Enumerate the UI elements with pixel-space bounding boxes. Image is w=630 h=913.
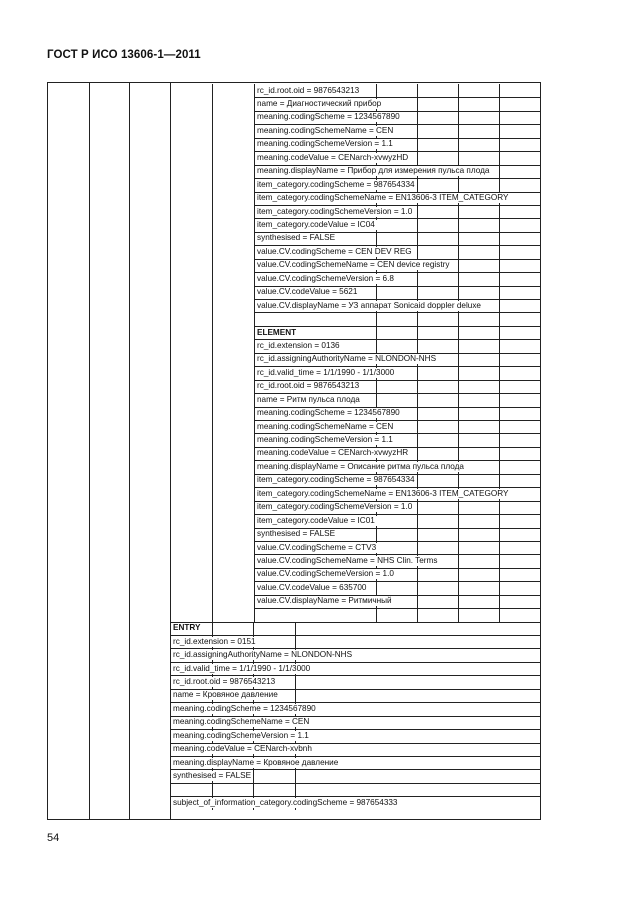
table-row-text: meaning.codingSchemeVersion = 1.1 [173,730,309,740]
cell-divider [376,232,377,245]
cell-divider [499,205,500,218]
cell-divider [376,339,377,352]
cell-divider [458,97,459,110]
cell-divider [499,111,500,124]
cell-divider [458,84,459,97]
table-row-text: meaning.codeValue = CENarch-xvwyzHD [257,152,409,162]
cell-divider [458,595,459,608]
cell-divider [499,312,500,325]
cell-divider [376,312,377,325]
table-row-text: meaning.codingScheme = 1234567890 [257,112,400,122]
cell-divider [458,272,459,285]
cell-divider [458,366,459,379]
cell-divider [417,124,418,137]
table-row-text: item_category.codingSchemeName = EN13606-3 ITEM_CATEGORY [257,193,509,203]
cell-divider [417,541,418,554]
cell-divider [499,460,500,473]
cell-divider [458,554,459,567]
table-row-text: item_category.codeValue = IC04 [257,220,375,229]
cell-divider [376,286,377,299]
table-row-text: meaning.codingSchemeName = CEN [257,125,394,135]
table-row-text: synthesised = FALSE [173,771,252,781]
cell-divider [417,272,418,285]
cell-divider [499,420,500,433]
table-row-text: value.CV.codeValue = 5621 [257,287,358,297]
column-divider [170,83,171,819]
table-row-text: rc_id.extension = 0136 [257,340,340,350]
table-row-text: meaning.codeValue = CENarch-xvwyzHR [257,448,409,458]
table-row-text: item_category.codingSchemeName = EN13606-3 ITEM_CATEGORY [257,488,509,498]
cell-divider [499,178,500,191]
cell-divider [499,568,500,581]
cell-divider [499,595,500,608]
cell-divider [499,326,500,339]
cell-divider [417,97,418,110]
table-row-text: meaning.codingSchemeVersion = 1.1 [257,435,393,445]
cell-divider [499,380,500,393]
cell-divider [499,528,500,541]
cell-divider [295,689,296,702]
cell-divider [417,366,418,379]
cell-divider [458,568,459,581]
cell-divider [376,608,377,621]
table-row-text: rc_id.extension = 0151 [173,636,256,646]
cell-divider [417,581,418,594]
cell-divider [376,528,377,541]
table-row-text: value.CV.codingScheme = CTV3 [257,542,377,552]
table-row-text: value.CV.codingSchemeName = NHS Clin. Terms [257,556,438,565]
table-row-text: meaning.displayName = Кровяное давление [173,757,339,767]
cell-divider [499,286,500,299]
cell-divider [417,326,418,339]
cell-divider [417,433,418,446]
cell-divider [417,528,418,541]
cell-divider [499,339,500,352]
cell-divider [417,151,418,164]
cell-divider [499,608,500,621]
cell-divider [499,124,500,137]
cell-divider [499,514,500,527]
cell-divider [499,232,500,245]
table-row-text: name = Кровяное давление [173,690,278,700]
cell-divider [499,554,500,567]
table-row-text: name = Ритм пульса плода [257,394,360,404]
cell-divider [499,366,500,379]
cell-divider [212,783,213,796]
table-row-text: subject_of_information_category.codingScheme = 987654333 [173,797,398,807]
cell-divider [499,218,500,231]
table-row-text: meaning.codingSchemeName = CEN [173,717,310,727]
table-row-text: rc_id.assigningAuthorityName = NLONDON-NHS [257,354,437,364]
cell-divider [458,326,459,339]
cell-divider [376,84,377,97]
section-heading: ENTRY [173,623,201,633]
cell-divider [458,259,459,272]
table-row-text: meaning.codingScheme = 1234567890 [173,703,316,713]
cell-divider [417,514,418,527]
row-divider [254,312,540,313]
section-heading: ELEMENT [257,327,297,337]
cell-divider [417,205,418,218]
cell-divider [376,581,377,594]
row-divider [170,783,540,784]
cell-divider [376,380,377,393]
cell-divider [499,474,500,487]
cell-divider [458,393,459,406]
table-row-text: meaning.codeValue = CENarch-xvbnh [173,744,312,754]
cell-divider [417,312,418,325]
cell-divider [253,783,254,796]
cell-divider [499,299,500,312]
cell-divider [417,178,418,191]
table-row-text: meaning.codingSchemeName = CEN [257,421,394,431]
table-row-text: synthesised = FALSE [257,529,336,539]
cell-divider [458,608,459,621]
cell-divider [376,326,377,339]
cell-divider [295,783,296,796]
table-row-text: rc_id.root.oid = 9876543213 [257,85,360,95]
cell-divider [253,622,254,635]
cell-divider [458,286,459,299]
table-row-text: meaning.codingSchemeVersion = 1.1 [257,139,393,149]
hierarchy-table [47,82,541,820]
cell-divider [417,339,418,352]
cell-divider [417,420,418,433]
cell-divider [458,111,459,124]
cell-divider [295,769,296,782]
cell-divider [499,541,500,554]
cell-divider [458,581,459,594]
table-row-text: meaning.codingScheme = 1234567890 [257,408,400,418]
cell-divider [499,447,500,460]
cell-divider [458,205,459,218]
cell-divider [212,622,213,635]
cell-divider [458,312,459,325]
cell-divider [499,245,500,258]
cell-divider [458,528,459,541]
cell-divider [499,259,500,272]
cell-divider [458,178,459,191]
column-divider [212,84,213,622]
cell-divider [458,420,459,433]
cell-divider [417,232,418,245]
cell-divider [499,165,500,178]
table-row-text: item_category.codingSchemeVersion = 1.0 [257,502,413,512]
cell-divider [499,433,500,446]
cell-divider [295,675,296,688]
cell-divider [499,407,500,420]
cell-divider [499,272,500,285]
cell-divider [458,541,459,554]
cell-divider [458,433,459,446]
cell-divider [499,353,500,366]
cell-divider [458,232,459,245]
row-divider [254,608,540,609]
table-row-text: value.CV.codingSchemeVersion = 6.8 [257,273,394,283]
cell-divider [417,393,418,406]
cell-divider [458,339,459,352]
cell-divider [458,380,459,393]
cell-divider [295,635,296,648]
cell-divider [417,501,418,514]
cell-divider [458,501,459,514]
cell-divider [417,245,418,258]
cell-divider [417,286,418,299]
cell-divider [417,407,418,420]
table-row-text: value.CV.displayName = Ритмичный [257,596,392,606]
cell-divider [417,218,418,231]
table-row-text: value.CV.codingScheme = CEN DEV REG [257,246,412,256]
cell-divider [499,97,500,110]
cell-divider [417,138,418,151]
column-divider [129,83,130,819]
cell-divider [417,608,418,621]
cell-divider [499,393,500,406]
table-row-text: item_category.codingScheme = 987654334 [257,475,415,485]
cell-divider [417,474,418,487]
cell-divider [376,393,377,406]
cell-divider [499,151,500,164]
cell-divider [499,138,500,151]
table-row-text: value.CV.codingSchemeName = CEN device registry [257,260,450,270]
table-row-text: value.CV.displayName = УЗ аппарат Sonicaid doppler deluxe [257,300,481,310]
cell-divider [417,595,418,608]
cell-divider [458,245,459,258]
table-row-text: synthesised = FALSE [257,233,336,243]
table-row-text: item_category.codingScheme = 987654334 [257,179,415,189]
cell-divider [417,447,418,460]
column-divider [89,83,90,819]
document-header: ГОСТ Р ИСО 13606-1—2011 [47,49,201,61]
cell-divider [417,568,418,581]
table-row-text: item_category.codeValue = IC01 [257,515,375,525]
cell-divider [458,124,459,137]
cell-divider [458,138,459,151]
cell-divider [458,474,459,487]
cell-divider [295,622,296,635]
table-row-text: rc_id.root.oid = 9876543213 [173,676,276,686]
cell-divider [253,769,254,782]
cell-divider [417,84,418,97]
cell-divider [417,380,418,393]
cell-divider [499,581,500,594]
cell-divider [458,447,459,460]
table-row-text: rc_id.valid_time = 1/1/1990 - 1/1/3000 [257,367,395,377]
table-row-text: rc_id.root.oid = 9876543213 [257,381,360,391]
table-row-text: item_category.codingSchemeVersion = 1.0 [257,206,413,216]
cell-divider [458,218,459,231]
table-row-text: name = Диагностический прибор [257,99,382,109]
table-row-text: value.CV.codeValue = 635700 [257,582,367,592]
section-divider [170,622,540,623]
cell-divider [499,501,500,514]
cell-divider [458,514,459,527]
table-row-text: rc_id.valid_time = 1/1/1990 - 1/1/3000 [173,663,311,673]
table-row-text: meaning.displayName = Прибор для измерения пульса плода [257,166,490,176]
cell-divider [417,111,418,124]
table-row-text: meaning.displayName = Описание ритма пульса плода [257,461,464,471]
table-row-text: value.CV.codingSchemeVersion = 1.0 [257,569,394,579]
column-divider [254,84,255,622]
cell-divider [499,84,500,97]
cell-divider [458,407,459,420]
table-row-text: rc_id.assigningAuthorityName = NLONDON-NHS [173,650,353,660]
cell-divider [458,151,459,164]
cell-divider [458,353,459,366]
page-number: 54 [47,832,60,844]
